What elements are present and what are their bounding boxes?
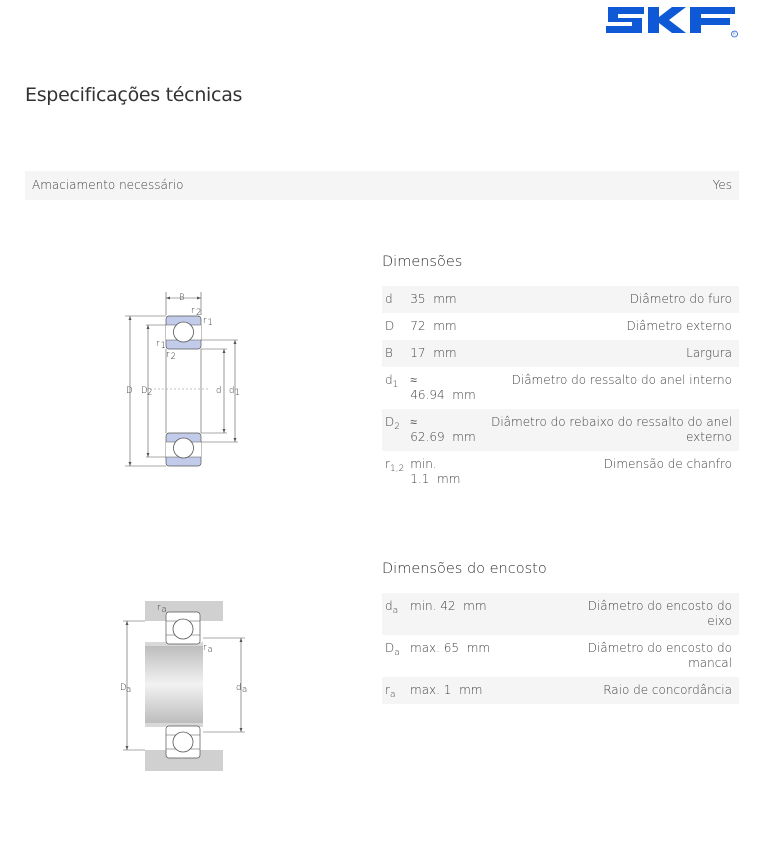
diagram-label-d: d [216, 386, 222, 396]
property-row [25, 171, 739, 200]
spec-row [382, 313, 739, 340]
skf-logo [606, 4, 741, 38]
spec-symbol: $r_{1,2}$ [385, 457, 405, 474]
svg-text:a: a [161, 605, 167, 615]
svg-text:r: r [156, 339, 160, 349]
spec-row [382, 367, 739, 409]
spec-description: Diâmetro do encosto do eixo [563, 593, 739, 635]
spec-row [382, 635, 739, 677]
svg-text:a: a [207, 645, 213, 655]
bearing-dimensions-diagram [120, 290, 250, 475]
spec-description: Diâmetro do rebaixo do ressalto do anel externo [485, 409, 739, 451]
svg-text:2: 2 [170, 352, 176, 362]
spec-row [382, 677, 739, 704]
property-value: Yes [712, 178, 732, 192]
diagram-label-Da: D [120, 683, 127, 693]
svg-text:D: D [141, 386, 148, 396]
spec-row [382, 409, 739, 451]
spec-value: 17 mm [407, 340, 485, 367]
svg-text:R: R [732, 32, 736, 38]
diagram-label-da: d [236, 683, 242, 693]
spec-value: 72 mm [410, 319, 457, 333]
diagram-label-D: D [126, 386, 133, 396]
spec-row [382, 340, 739, 367]
property-label: Amaciamento necessário [32, 178, 184, 192]
dimensions-table [382, 286, 739, 493]
spec-description: Diâmetro do ressalto do anel interno [511, 373, 732, 387]
svg-text:a: a [242, 685, 248, 695]
spec-value: ≈ 46.94 mm [410, 373, 476, 402]
spec-symbol: $d_1$ [385, 373, 399, 390]
dimensions-title: Dimensões [382, 254, 463, 270]
abutment-dimensions-diagram [115, 598, 255, 776]
spec-value: ≈ 62.69 mm [407, 409, 485, 451]
spec-symbol: $d_a$ [382, 593, 407, 635]
spec-value: 35 mm [407, 286, 485, 313]
spec-symbol: $D_2$ [382, 409, 407, 451]
page-title: Especificações técnicas [25, 84, 243, 106]
spec-value: min. 1.1 mm [410, 457, 461, 486]
spec-row [382, 286, 739, 313]
svg-text:a: a [126, 685, 132, 695]
abutment-table [382, 593, 739, 704]
abutment-title: Dimensões do encosto [382, 561, 547, 577]
spec-symbol: B [382, 340, 407, 367]
spec-symbol: $D_a$ [385, 641, 400, 658]
svg-text:r: r [203, 643, 207, 653]
svg-text:1: 1 [234, 388, 240, 398]
spec-symbol: $r_a$ [382, 677, 407, 704]
svg-text:2: 2 [147, 388, 153, 398]
svg-text:d: d [229, 386, 235, 396]
spec-symbol: D [385, 319, 395, 333]
spec-value: min. 42 mm [407, 593, 563, 635]
svg-text:r: r [157, 603, 161, 613]
svg-text:r: r [166, 350, 170, 360]
diagram-label-r: r [191, 306, 195, 316]
spec-description: Diâmetro do encosto do mancal [587, 641, 732, 670]
spec-description: Diâmetro externo [626, 319, 732, 333]
svg-text:1: 1 [207, 318, 213, 328]
spec-row [382, 593, 739, 635]
svg-text:r: r [203, 316, 207, 326]
spec-description: Raio de concordância [563, 677, 739, 704]
spec-row [382, 451, 739, 493]
spec-description: Largura [485, 340, 739, 367]
diagram-label-B: B [179, 293, 185, 303]
spec-description: Diâmetro do furo [485, 286, 739, 313]
spec-symbol: d [382, 286, 407, 313]
svg-text:2: 2 [196, 308, 202, 318]
spec-value: max. 1 mm [407, 677, 563, 704]
spec-description: Dimensão de chanfro [603, 457, 732, 471]
spec-value: max. 65 mm [410, 641, 491, 655]
svg-text:1: 1 [160, 341, 166, 351]
